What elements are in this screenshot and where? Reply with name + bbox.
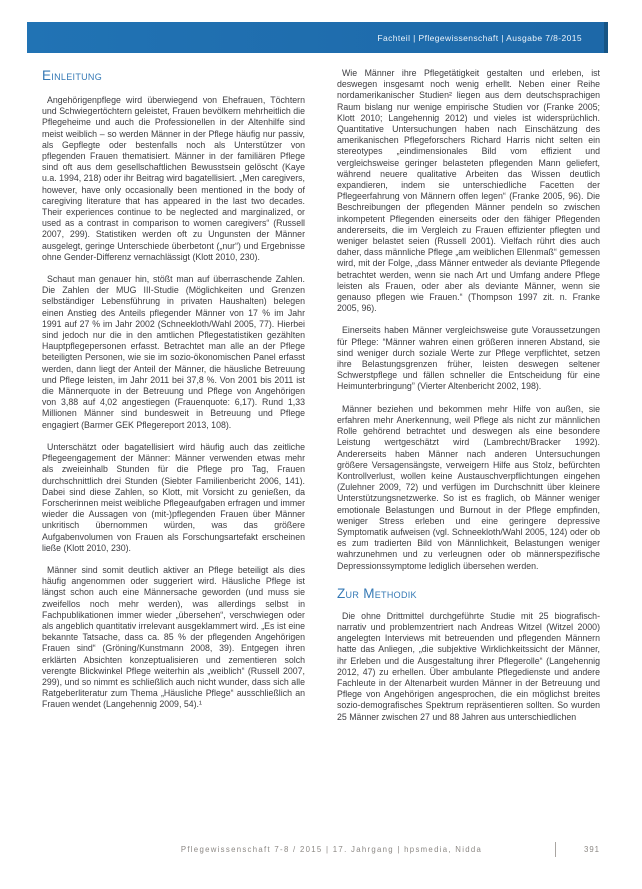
page-number: 391 bbox=[583, 845, 600, 854]
paragraph: Angehörigenpflege wird überwiegend von Ehefrauen, Töchtern und Schwiegertöchtern geleistet, Frauen bevölkern mehrheitlich die Pflegeheime und auch die Professionellen in der Altenhilfe sind meist weiblich – so werden Männer in der Pflege häufig nur passiv, als Gepflegte oder bestenfalls noch als Unterstützer von pflegenden Frauen thematisiert. Männer in der familiären Pflege sind oft aus dem gesellschaftlichen Bewusstsein gelöscht (Kaye u.a. 1994, 218) oder ihr Beitrag wird bagatellisiert. „Men caregivers, however, have only occasionally been mentioned in the body of caregiving literature that has appeared in the last two decades. Their experiences continue to be neglected and marginalized, or used as a contrast in comparison to women caregivers“ (Russell 2007, 299). Statistiken werden oft zu Ungunsten der Männer ausgelegt, geringe Unterschiede überbetont („nur“) und Ergebnisse ohne Gender-Differenz vernachlässigt (Klott 2010, 230). bbox=[42, 95, 305, 262]
section-heading-zur-methodik: Zur Methodik bbox=[337, 585, 417, 601]
paragraph: Männer beziehen und bekommen mehr Hilfe von außen, sie erfahren mehr Anerkennung, weil Pflege als nicht zur männlichen Rolle gehörend betrachtet und deswegen als eine besondere Leistung wertgeschätzt wird (Lambrecht/Bracker 1992). Andererseits haben Männer nach anderen Untersuchungen größere Versagensängste, verweigern Hilfe aus Stolz, befürchten Kontrollverlust, wollen keine Austauschverpflichtungen eingehen (Zulehner 2009, 72) und verfügen im Durchschnitt über kleinere Unterstützungsnetzwerke. So ist es fraglich, ob Männer weniger emotionale Belastungen und Burnout in der Pflege empfinden, weniger Stress erleben und eine geringere depressive Symptomatik aufweisen (vgl. Schneekloth/Wahl 2005, 124) oder ob es zum tradierten Bild von Männlichkeit, Belastungen weniger wahrzunehmen und zu verleugnen oder ob männerspezifische Depressionssymptome lediglich übersehen werden. bbox=[337, 403, 600, 571]
paragraph: Wie Männer ihre Pflegetätigkeit gestalten und erleben, ist deswegen insgesamt noch wenig erhellt. Neben einer Reihe nordamerikanischer Studien² liegen aus dem deutschsprachigen Raum bislang nur wenige empirische Studien vor (Franke 2005; Klott 2010; Langehennig 2012) und vieles ist widersprüchlich. Quantitative Untersuchungen haben nach Einschätzung des amerikanischen Pflegeforschers Richard Harris nicht selten ein stereotypes „eindimensionales Bild vom effizient und vergleichsweise geringer belasteten pflegenden Mann geliefert, während neuere qualitative Arbeiten das Wissen deutlich expandieren, indem sie unterschiedliche Facetten der Pflegeerfahrung von Männern offen legen“ (Franke 2005, 96). Die Beschreibungen der pflegenden Männer pendeln so zwischen inkompetent Pflegenden einerseits oder den fähiger Pflegenden andererseits, die im Vergleich zu Frauen effizienter pflegten und weniger belastet seien (Russell 2001). Vielfach rührt dies auch daher, dass männliche Pflege „am weiblichen Ellenmaß“ gemessen wird, mit der Folge, „dass Männer entweder als deviante Pflegende betrachtet werden, wenn sie nach Art und Umfang andere Pflege leisten als Frauen, oder aber als deviante Männer, wenn sie genauso pflegen wie Frauen.“ (Thompson 1997 zit. n. Franke 2005, 96). bbox=[337, 68, 600, 314]
paragraph: Schaut man genauer hin, stößt man auf überraschende Zahlen. Die Zahlen der MUG III-Studie (Möglichkeiten und Grenzen selbständiger Lebensführung in privaten Haushalten) belegen einen Anstieg des Anteils pflegender Männer von 17 % im Jahr 1991 auf 27 % im Jahr 2002 (Schneekloth/Wahl 2005, 77). Hierbei sind jedoch nur die in den amtlichen Pflegestatistiken gezählten Hauptpflegepersonen erfasst. Betrachtet man alle an der Pflege beteiligten Personen, wie sie im sozio-ökonomischen Panel erfasst werden, dann liegt der Anteil der Männer, die häusliche Betreuung und Pflege leisten, im Jahr 2011 bei 37,8 %. Von 2001 bis 2011 ist die Männerquote in der Betreuung und Pflege von Angehörigen von 3,88 auf 4,02 angestiegen (Frauenquote: 6,17). Rund 1,33 Millionen Männer sind bundesweit in Betreuung und Pflege engagiert (Barmer GEK Pflegereport 2013, 108). bbox=[42, 274, 305, 430]
left-text-column bbox=[42, 68, 305, 722]
issue-header-bar bbox=[27, 22, 608, 53]
issue-header-label: Fachteil | Pflegewissenschaft | Ausgabe 7/8-2015 bbox=[377, 32, 582, 43]
paragraph: Einerseits haben Männer vergleichsweise gute Voraussetzungen für Pflege: “Männer wahren einen größeren inneren Abstand, sie sind weniger durch soziale Werte zur Pflege verpflichtet, setzen ihre Belastungsgrenzen früher, leisten deswegen seltener Schwerstpflege und fällen schneller die Entscheidung für eine Heimunterbringung” (Vierter Altenbericht 2002, 198). bbox=[337, 325, 600, 392]
right-text-column bbox=[337, 68, 600, 734]
paragraph: Männer sind somit deutlich aktiver an Pflege beteiligt als dies häufig angenommen oder suggeriert wird. Häusliche Pflege ist längst schon auch eine Männersache geworden (und muss sie zweifellos noch mehr werden), was allerdings selbst in Fachpublikationen immer wieder „übersehen“, verschwiegen oder als angeblich quantitativ irrelevant ausgeklammert wird. „Es ist eine bekannte Tatsache, dass ca. 85 % der pflegenden Angehörigen Frauen sind“ (Gröning/Kunstmann 2008, 39). Entgegen ihren erklärten Absichten konzeptualisieren und zementieren solch verengte Blickwinkel Pflege weiterhin als „weiblich“ (Russell 2007, 299), und so nimmt es schließlich auch nicht wunder, dass sich alle Ratgeberliteratur zum Thema „Häusliche Pflege“ ausschließlich an Frauen wendet (Langehennig 2009, 54).¹ bbox=[42, 564, 305, 710]
footer-journal-line: Pflegewissenschaft 7-8 / 2015 | 17. Jahrgang | hpsmedia, Nidda bbox=[180, 845, 483, 854]
paragraph: Die ohne Drittmittel durchgeführte Studie mit 25 biografisch-narrativ und problemzentriert nach Andreas Witzel (Witzel 2000) angelegten Interviews mit betreuenden und pflegenden Männern hatte das Anliegen, „die subjektive Wirklichkeitssicht der Männer, ihr Erleben und die Ausgestaltung ihrer Pflegerolle“ (Langehennig 2012, 47) zu erhellen. Über ambulante Pflegedienste und andere Fachleute in der Altenarbeit wurden Männer in der Betreuung und Pflege von Angehörigen angesprochen, die ein möglichst breites sozio-demografisches Spektrum repräsentieren sollten. So wurden 25 Männer zwischen 27 und 88 Jahren aus unterschiedlichen bbox=[337, 610, 600, 722]
section-heading-einleitung: Einleitung bbox=[42, 68, 103, 83]
footer-divider-line bbox=[555, 842, 556, 857]
page-footer bbox=[42, 842, 600, 857]
paragraph: Unterschätzt oder bagatellisiert wird häufig auch das zeitliche Pflegeengagement der Männer: Männer verwenden etwas mehr als zweieinhalb Stunden für die Pflege pro Tag, Frauen durchschnittlich drei Stunden (Siebter Familienbericht 2006, 141). Dabei sind diese Zahlen, so Klott, mit Vorsicht zu genießen, da Forscherinnen meist weibliche Pflegeaufgaben erfragen und immer wieder die Aussagen von (mit-)pflegenden Frauen über Männer unkritisch übernommen würden, was das größere Aufgabenvolumen von Frauen als Forschungsartefakt erscheinen ließe (Klott 2010, 230). bbox=[42, 441, 305, 553]
